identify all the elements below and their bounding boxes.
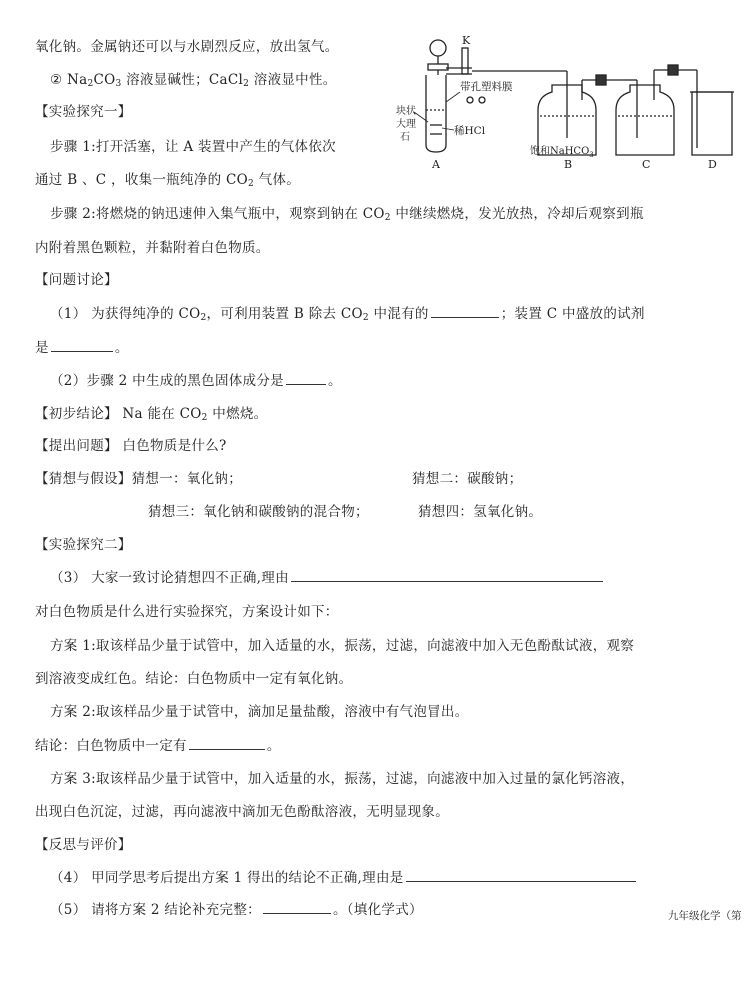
label-marble: 大理 [396, 119, 416, 130]
question-3: （3） 大家一致讨论猜想四不正确,理由 [50, 566, 605, 586]
funnel-bulb [430, 40, 446, 56]
label-d: D [708, 158, 717, 171]
label-film: 带孔塑料膜 [460, 81, 513, 93]
section-heading: 【实验探究一】 [35, 104, 132, 120]
label-marble: 石 [400, 132, 410, 143]
text-line: ② $Na_2CO_3$ 溶液显碱性；CaCl$_2$ 溶液显中性。 [50, 72, 337, 89]
label-a: A [432, 158, 440, 171]
section-heading: 【实验探究二】 [35, 537, 132, 553]
label-hcl: 稀HCl [454, 125, 486, 137]
answer-blank[interactable] [406, 880, 636, 882]
label-k: K [462, 34, 471, 47]
answer-blank[interactable] [286, 383, 326, 385]
text-line: 是 。 [35, 340, 129, 356]
answer-blank[interactable] [51, 350, 113, 352]
text-line: 结论：白色物质中一定有 。 [35, 738, 281, 754]
hypothesis-4: 猜想四：氢氧化钠。 [418, 504, 543, 520]
page-footer: 九年级化学（第 [668, 910, 742, 922]
text-line: 【初步结论】 Na 能在 $CO_2$ 中燃烧。 [35, 406, 268, 423]
hypothesis-3: 猜想三：氧化钠和碳酸钠的混合物； [148, 504, 369, 520]
text-line: 方案 1:取该样品少量于试管中，加入适量的水，振荡，过滤，向滤液中加入无色酚酞试液，观察 [50, 638, 635, 654]
apparatus-diagram [392, 30, 737, 180]
label-nahco3: 饱和NaHCO$_3$ [530, 146, 594, 159]
hypothesis-1: 【猜想与假设】猜想一：氧化钠； [35, 471, 242, 487]
text-line: 内附着黑色颗粒，并黏附着白色物质。 [35, 240, 270, 256]
text-line: 对白色物质是什么进行实验探究，方案设计如下： [35, 604, 339, 620]
text-line: 氧化钠。金属钠还可以与水剧烈反应，放出氢气。 [35, 39, 339, 55]
question-1: （1） 为获得纯净的 $CO_2$，可利用装置 B 除去 $CO_2$ 中混有的 ；装置 C 中盛放的试剂 [50, 306, 645, 323]
text-line: 【提出问题】 白色物质是什么? [35, 438, 227, 454]
text-line: 方案 2:取该样品少量于试管中，滴加足量盐酸，溶液中有气泡冒出。 [50, 704, 469, 720]
question-4: （4） 甲同学思考后提出方案 1 得出的结论不正确,理由是 [50, 866, 638, 886]
text-line: 出现白色沉淀，过滤，再向滤液中滴加无色酚酞溶液，无明显现象。 [35, 804, 449, 820]
text-line: 步骤 1:打开活塞，让 A 装置中产生的气体依次 [50, 139, 336, 155]
label-b: B [564, 158, 573, 171]
text-line: 步骤 2:将燃烧的钠迅速伸入集气瓶中，观察到钠在 $CO_2$ 中继续燃烧，发光放热，冷却后观察到瓶 [50, 206, 644, 223]
test-tube-a [426, 75, 446, 152]
label-c: C [642, 158, 651, 171]
answer-blank[interactable] [431, 316, 499, 318]
question-5: （5） 请将方案 2 结论补充完整： 。（填化学式） [50, 902, 423, 918]
text-line: 方案 3:取该样品少量于试管中，加入适量的水，振荡，过滤，向滤液中加入过量的氯化钙溶液， [50, 771, 635, 787]
section-heading: 【问题讨论】 [35, 272, 118, 288]
gas-jar-d [692, 92, 732, 155]
answer-blank[interactable] [263, 912, 331, 914]
section-heading: 【反思与评价】 [35, 837, 132, 853]
hypothesis-2: 猜想二：碳酸钠； [412, 471, 523, 487]
question-2: （2）步骤 2 中生成的黑色固体成分是 。 [50, 373, 342, 389]
text-line: 到溶液变成红色。结论：白色物质中一定有氧化钠。 [35, 671, 353, 687]
text-line: 通过 B 、C ，收集一瓶纯净的 $CO_2$ 气体。 [35, 172, 301, 189]
wash-bottle-c [616, 85, 674, 155]
answer-blank[interactable] [291, 580, 603, 582]
label-marble: 块状 [396, 106, 416, 117]
answer-blank[interactable] [189, 748, 265, 750]
